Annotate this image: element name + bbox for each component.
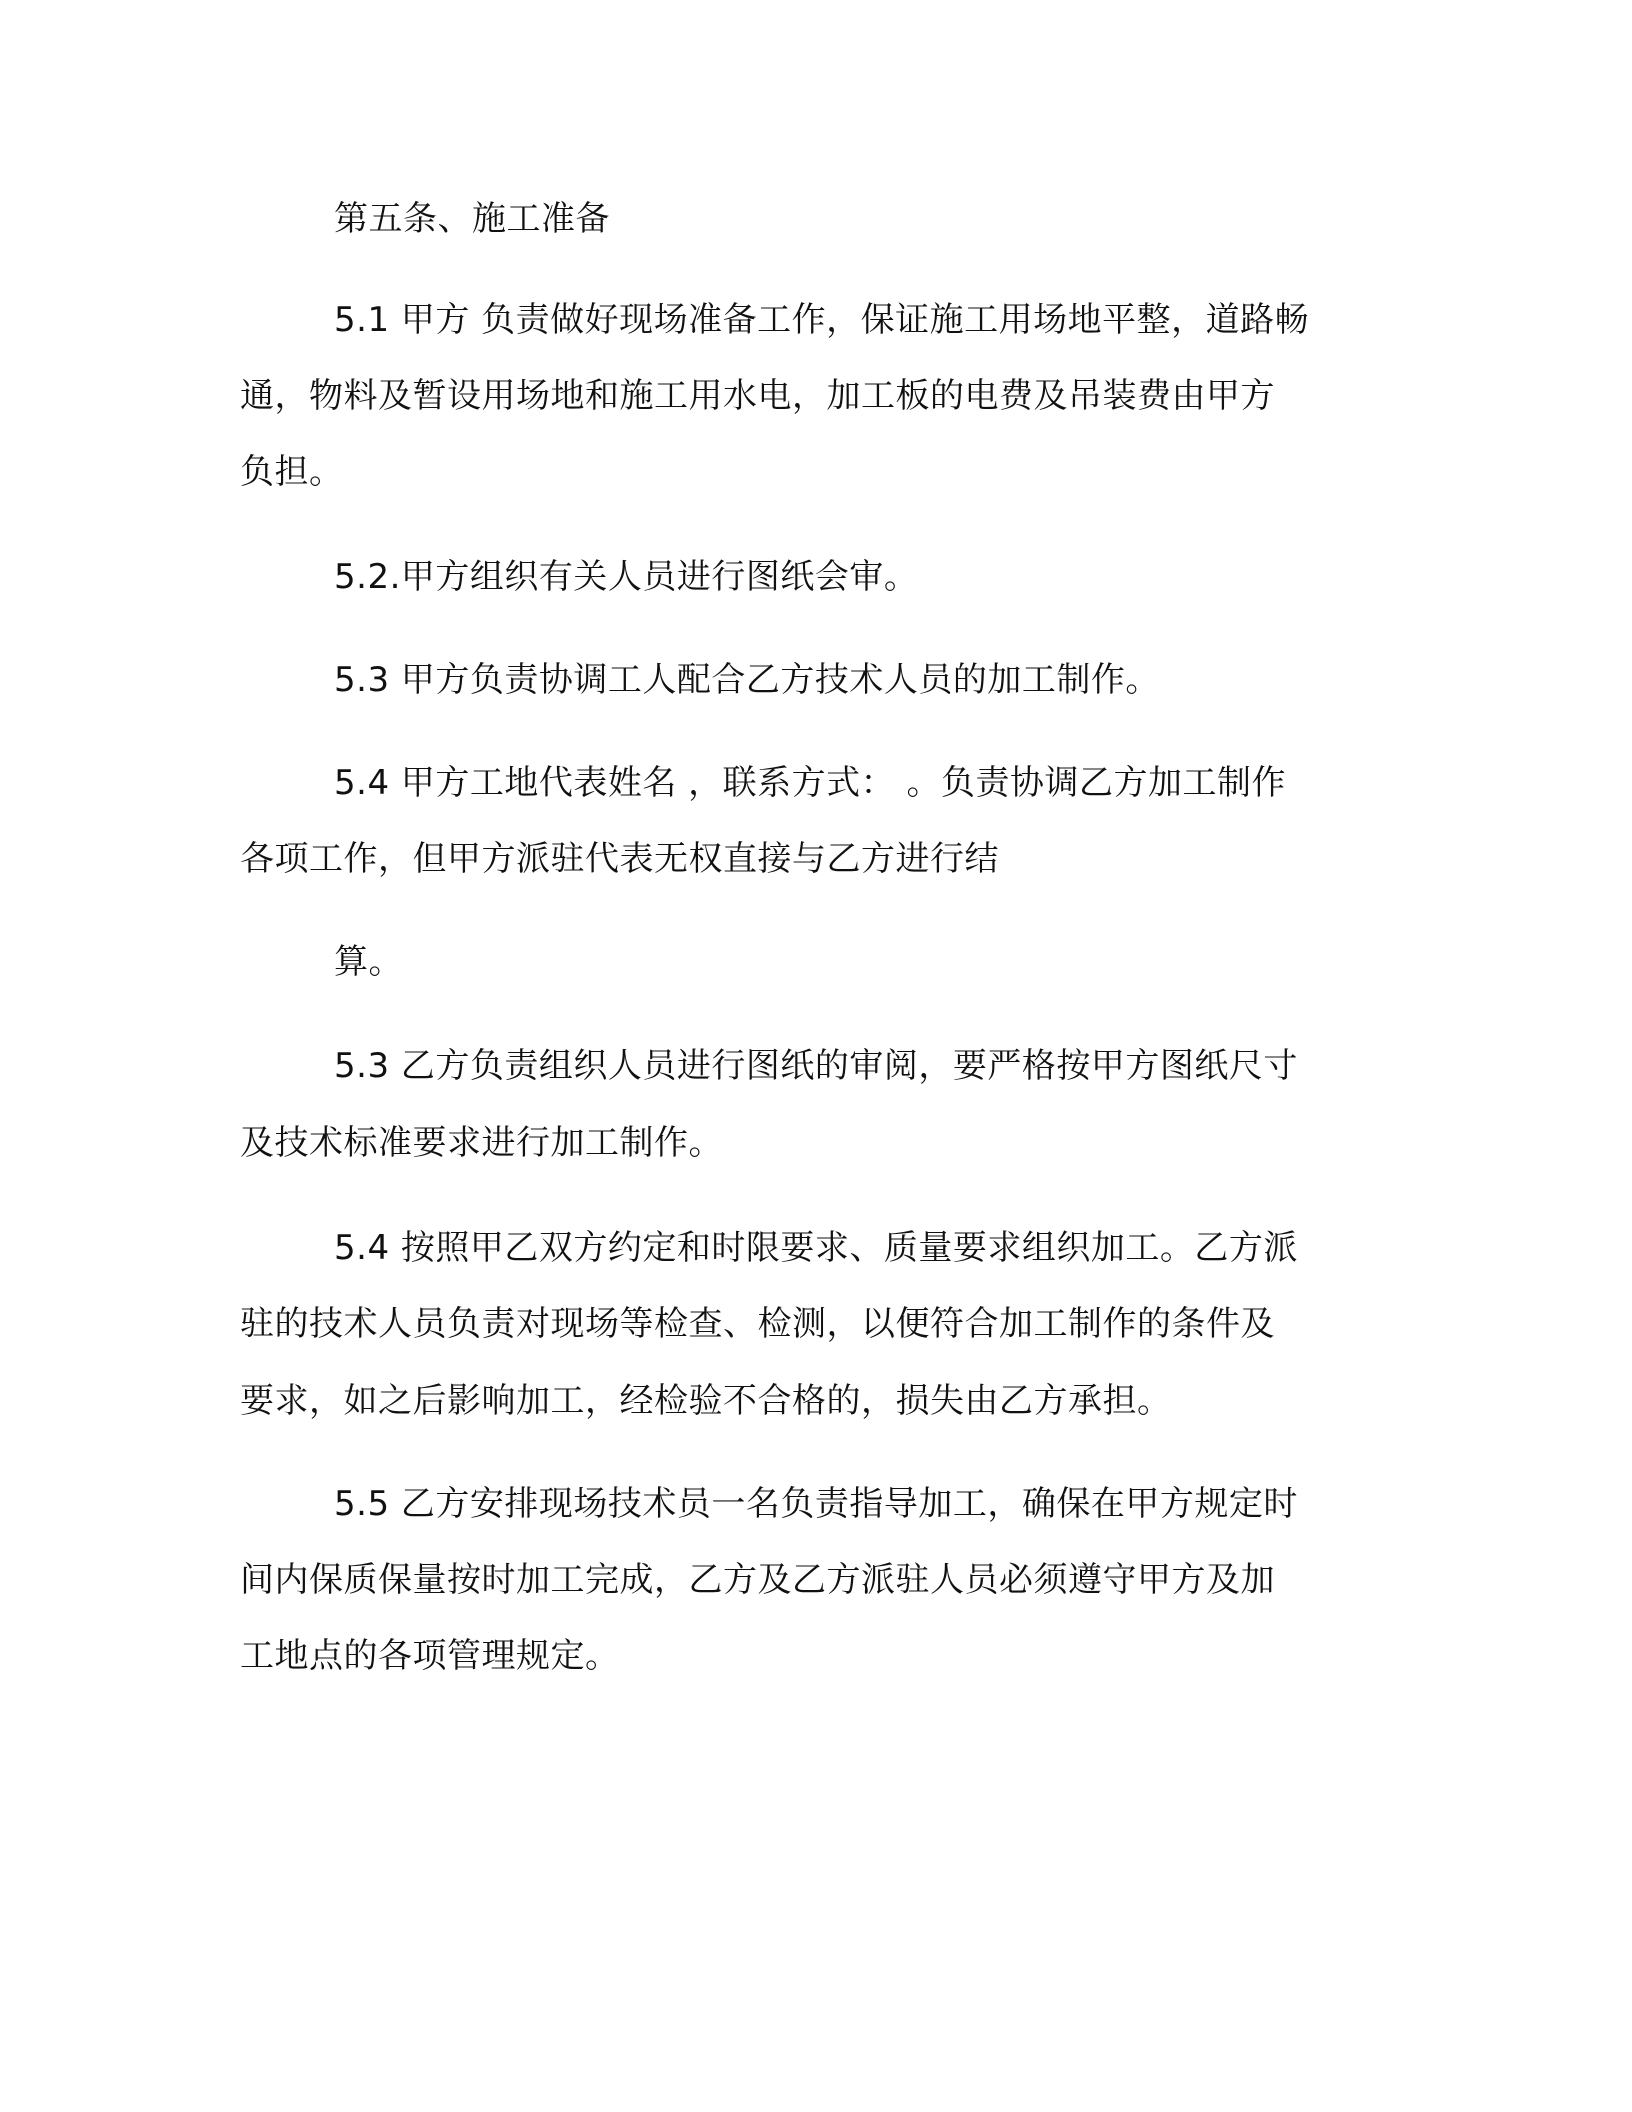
clause-5-3b-line-1: 5.3 乙方负责组织人员进行图纸的审阅，要严格按甲方图纸尺寸 (334, 1046, 1298, 1086)
clause-5-3-line-1: 5.3 甲方负责协调工人配合乙方技术人员的加工制作。 (334, 660, 1160, 700)
clause-5-5-line-2: 间内保质保量按时加工完成，乙方及乙方派驻人员必须遵守甲方及加 (240, 1560, 1275, 1600)
clause-5-4b-line-3: 要求，如之后影响加工，经检验不合格的，损失由乙方承担。 (240, 1381, 1172, 1421)
clause-5-4b-line-1: 5.4 按照甲乙双方约定和时限要求、质量要求组织加工。乙方派 (334, 1228, 1298, 1268)
clause-5-5-line-1: 5.5 乙方安排现场技术员一名负责指导加工，确保在甲方规定时 (334, 1484, 1298, 1524)
clause-5-3b-line-2: 及技术标准要求进行加工制作。 (240, 1123, 723, 1163)
clause-5-5-line-3: 工地点的各项管理规定。 (240, 1636, 620, 1676)
clause-5-1-line-3: 负担。 (240, 452, 344, 492)
clause-5-1-line-2: 通，物料及暂设用场地和施工用水电，加工板的电费及吊装费由甲方 (240, 376, 1275, 416)
clause-5-4-line-2: 各项工作，但甲方派驻代表无权直接与乙方进行结 (240, 839, 999, 879)
clause-5-4-line-3: 算。 (334, 942, 403, 982)
clause-5-4-line-1: 5.4 甲方工地代表姓名 ，联系方式： 。负责协调乙方加工制作 (334, 763, 1286, 803)
clause-5-2-line-1: 5.2.甲方组织有关人员进行图纸会审。 (334, 557, 919, 597)
section-heading: 第五条、施工准备 (334, 199, 610, 239)
clause-5-4b-line-2: 驻的技术人员负责对现场等检查、检测，以便符合加工制作的条件及 (240, 1304, 1275, 1344)
clause-5-1-line-1: 5.1 甲方 负责做好现场准备工作，保证施工用场地平整，道路畅 (334, 300, 1310, 340)
